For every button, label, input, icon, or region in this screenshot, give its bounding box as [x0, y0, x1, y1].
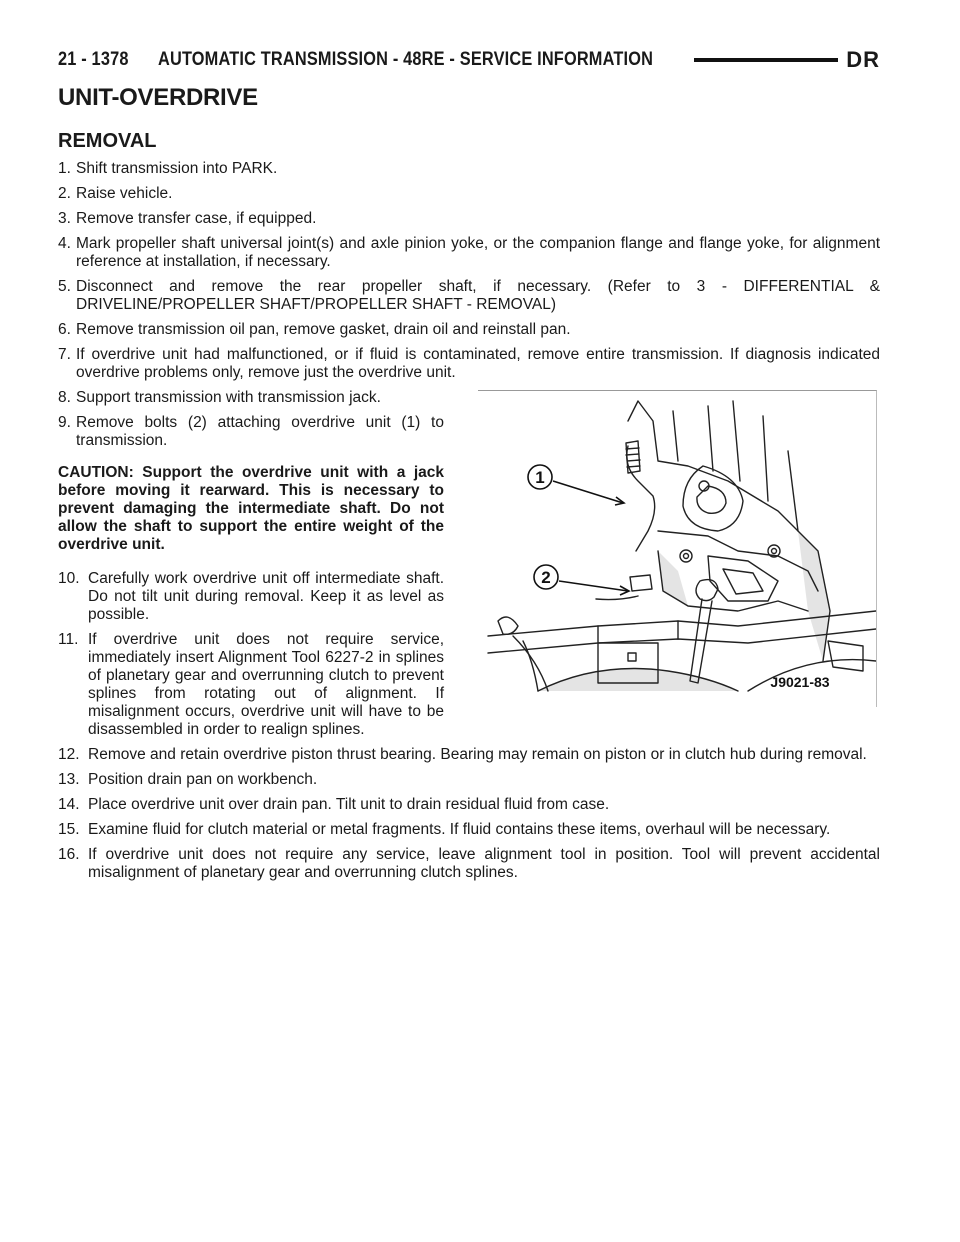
step-text: Shift transmission into PARK.	[76, 160, 278, 177]
page-title: UNIT-OVERDRIVE	[58, 84, 258, 111]
step-number: 4.	[58, 235, 71, 252]
step-11	[58, 631, 444, 739]
step-text: Remove and retain overdrive piston thrust bearing. Bearing may remain on piston or in clutch hub during removal.	[88, 746, 867, 763]
step-number: 8.	[58, 389, 71, 406]
step-7	[58, 346, 880, 382]
step-9	[58, 414, 444, 450]
caution-note: CAUTION: Support the overdrive unit with a jack before moving it rearward. This is necessary to prevent damaging the intermediate shaft. Do not allow the shaft to support the entire weight of the overdrive unit.	[58, 464, 444, 553]
step-15	[58, 821, 880, 839]
step-10	[58, 570, 444, 624]
step-text: Remove transmission oil pan, remove gasket, drain oil and reinstall pan.	[76, 321, 571, 338]
step-number: 11.	[58, 631, 79, 648]
step-text: If overdrive unit does not require service, immediately insert Alignment Tool 6227-2 in splines of planetary gear and overrunning clutch to prevent splines from rotating out of alignment. If misalignment occurs, overdrive unit will have to be disassembled in order to realign splines.	[88, 631, 444, 738]
step-12	[58, 746, 880, 764]
step-text: Carefully work overdrive unit off intermediate shaft. Do not tilt unit during removal. Keep it as level as possible.	[88, 570, 444, 623]
step-number: 13.	[58, 771, 80, 788]
step-text: Remove transfer case, if equipped.	[76, 210, 317, 227]
step-number: 7.	[58, 346, 71, 363]
step-2	[58, 185, 880, 203]
step-text: Support transmission with transmission jack.	[76, 389, 381, 406]
step-1	[58, 160, 880, 178]
step-16	[58, 846, 880, 882]
callout-2: 2	[541, 568, 551, 587]
step-number: 12.	[58, 746, 80, 763]
illustration-drawing	[478, 391, 876, 707]
step-number: 3.	[58, 210, 71, 227]
step-text: Place overdrive unit over drain pan. Tilt unit to drain residual fluid from case.	[88, 796, 610, 813]
step-number: 1.	[58, 160, 71, 177]
step-number: 15.	[58, 821, 80, 838]
overdrive-unit-illustration	[478, 390, 877, 707]
step-text: Mark propeller shaft universal joint(s) and axle pinion yoke, or the companion flange and flange yoke, for alignment reference at installation, if necessary.	[76, 235, 880, 270]
step-4	[58, 235, 880, 271]
step-number: 5.	[58, 278, 71, 295]
step-text: Raise vehicle.	[76, 185, 173, 202]
section-title: REMOVAL	[58, 130, 157, 152]
header-title: AUTOMATIC TRANSMISSION - 48RE - SERVICE INFORMATION	[158, 49, 654, 70]
step-number: 9.	[58, 414, 71, 431]
step-5	[58, 278, 880, 314]
step-text: Examine fluid for clutch material or metal fragments. If fluid contains these items, overhaul will be necessary.	[88, 821, 831, 838]
step-number: 6.	[58, 321, 71, 338]
step-text: If overdrive unit does not require any service, leave alignment tool in position. Tool will prevent accidental misalignment of planetary gear and overrunning clutch splines.	[88, 846, 880, 881]
step-14	[58, 796, 880, 814]
step-number: 10.	[58, 570, 80, 587]
header-model-tag: DR	[846, 47, 880, 72]
page-number: 21 - 1378	[58, 49, 129, 70]
figure-id: J9021-83	[770, 674, 830, 690]
step-number: 16.	[58, 846, 80, 863]
step-text: Remove bolts (2) attaching overdrive unit (1) to transmission.	[76, 414, 444, 449]
step-text: Disconnect and remove the rear propeller shaft, if necessary. (Refer to 3 - DIFFERENTIAL & DRIVELINE/PROPELLER SHAFT/PROPELLER SHAFT - REMOVAL)	[76, 278, 880, 313]
header-rule	[694, 58, 838, 62]
step-number: 2.	[58, 185, 71, 202]
page-header	[58, 45, 880, 75]
step-number: 14.	[58, 796, 80, 813]
step-text: If overdrive unit had malfunctioned, or if fluid is contaminated, remove entire transmission. If diagnosis indicated overdrive problems only, remove just the overdrive unit.	[76, 346, 880, 381]
callout-1: 1	[535, 468, 545, 487]
step-text: Position drain pan on workbench.	[88, 771, 318, 788]
step-13	[58, 771, 880, 789]
step-6	[58, 321, 880, 339]
step-3	[58, 210, 880, 228]
